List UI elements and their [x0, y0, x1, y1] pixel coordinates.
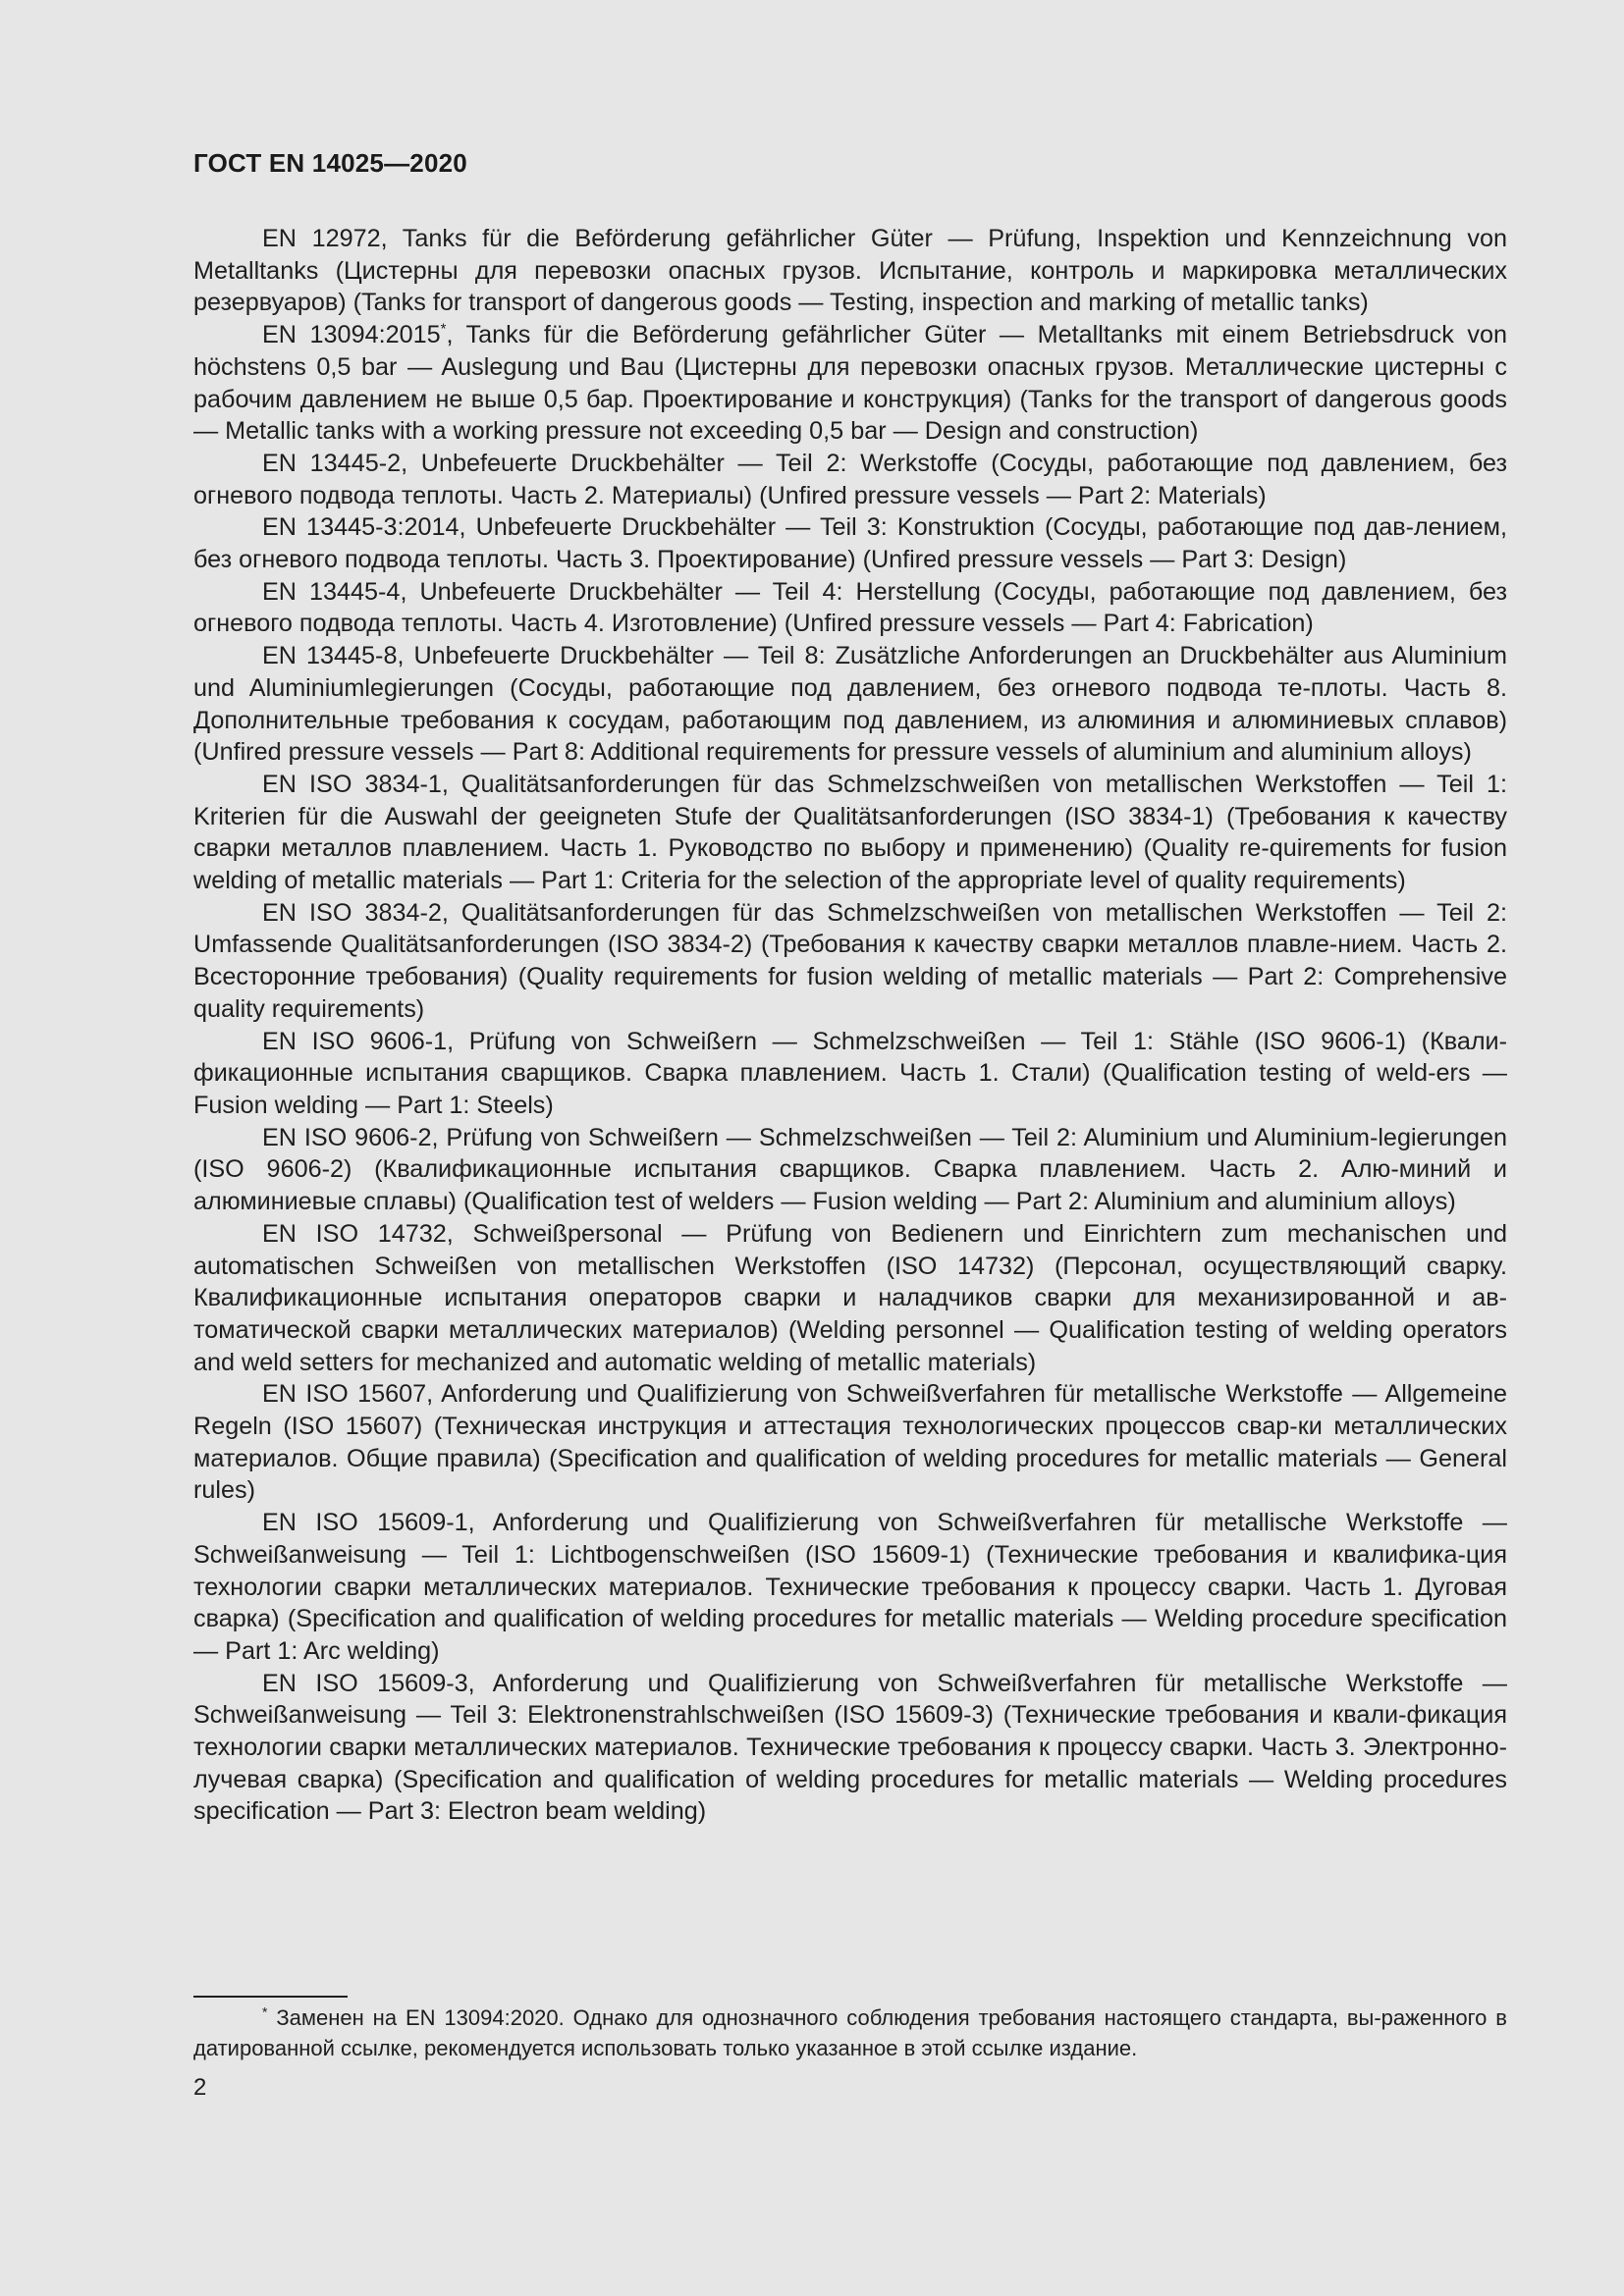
page-header: ГОСТ EN 14025—2020 — [193, 148, 467, 178]
reference-item — [193, 897, 1507, 1026]
reference-text: EN ISO 14732, Schweißpersonal — Prüfung von Bedienern und Einrichtern zum mechanischen und automatischen Schweißen von metallischen Werkstoffen (ISO 14732) (Персонал, осуществляющий сварку. Квалификационные испытания операторов сварки и наладчиков сварки для механизированной и ав-томатической сварки металлических материалов) (Welding personnel — Qualification testing of welding operators and weld setters for mechanized and automatic welding of metallic materials) — [193, 1219, 1507, 1376]
reference-text: EN ISO 3834-2, Qualitätsanforderungen für das Schmelzschweißen von metallischen Werkstoffen — Teil 2: Umfassende Qualitätsanforderungen (ISO 3834-2) (Требования к качеству сварки металлов плавле-нием. Часть 2. Всесторонние требования) (Quality requirements for fusion welding of metallic materials — Part 2: Comprehensive quality requirements) — [193, 898, 1507, 1023]
normative-references — [193, 223, 1507, 1828]
reference-text: EN 13445-8, Unbefeuerte Druckbehälter — Teil 8: Zusätzliche Anforderungen an Druckbehälter aus Aluminium und Aluminiumlegierungen (Сосуды, работающие под давлением, без огневого подвода те-плоты. Часть 8. Дополнительные требования к сосудам, работающим под давлением, из алюминия и алюминиевых сплавов) (Unfired pressure vessels — Part 8: Additional requirements for pressure vessels of aluminium and aluminium alloys) — [193, 642, 1507, 767]
reference-text: , Tanks für die Beförderung gefährlicher Güter — Metalltanks mit einem Betriebsdruck von höchstens 0,5 bar — Auslegung und Bau (Цистерны для перевозки опасных грузов. Металлические цистерны с рабочим давлением не выше 0,5 бар. Проектирование и конструкция) (Tanks for the transport of dangerous goods — Metallic tanks with a working pressure not exceeding 0,5 bar — Design and construction) — [193, 321, 1508, 446]
reference-text: EN 13445-2, Unbefeuerte Druckbehälter — Teil 2: Werkstoffe (Сосуды, работающие под давлением, без огневого подвода теплоты. Часть 2. Материалы) (Unfired pressure vessels — Part 2: Materials) — [193, 449, 1507, 509]
reference-item — [193, 448, 1507, 511]
reference-text: EN ISO 15607, Anforderung und Qualifizierung von Schweißverfahren für metallische Werkstoffe — Allgemeine Regeln (ISO 15607) (Техническая инструкция и аттестация технологических процессов свар-ки металлических материалов. Общие правила) (Specification and qualification of welding procedures for metallic materials — General rules) — [193, 1380, 1507, 1505]
reference-text: EN ISO 15609-1, Anforderung und Qualifizierung von Schweißverfahren für metallische Werkstoffe — Schweißanweisung — Teil 1: Lichtbogenschweißen (ISO 15609-1) (Технические требования и квалифика-ция технологии сварки металлических материалов. Технические требования к процессу сварки. Часть 1. Дуговая сварка) (Specification and qualification of welding procedures for metallic materials — Welding procedure specification — Part 1: Arc welding) — [193, 1509, 1507, 1665]
reference-item — [193, 1378, 1507, 1507]
reference-item — [193, 223, 1507, 319]
reference-item — [193, 1218, 1507, 1379]
reference-text: EN ISO 9606-1, Prüfung von Schweißern — Schmelzschweißen — Teil 1: Stähle (ISO 9606-1) (Квали-фикационные испытания сварщиков. Сварка плавлением. Часть 1. Стали) (Qualification testing of weld-ers — Fusion welding — Part 1: Steels) — [193, 1027, 1507, 1119]
reference-item — [193, 640, 1507, 769]
reference-text: EN ISO 15609-3, Anforderung und Qualifizierung von Schweißverfahren für metallische Werkstoffe — Schweißanweisung — Teil 3: Elektronenstrahlschweißen (ISO 15609-3) (Технические требования и квали-фикация технологии сварки металлических материалов. Технические требования к процессу сварки. Часть 3. Электронно-лучевая сварка) (Specification and qualification of welding procedures for metallic materials — Welding procedures specification — Part 3: Electron beam welding) — [193, 1669, 1507, 1826]
footnote-text: Заменен на EN 13094:2020. Однако для однозначного соблюдения требования настоящего стандарта, вы-раженного в датированной ссылке, рекомендуется использовать только указанное в этой ссылке издание. — [193, 2005, 1507, 2060]
reference-text: EN 13445-4, Unbefeuerte Druckbehälter — Teil 4: Herstellung (Сосуды, работающие под давлением, без огневого подвода теплоты. Часть 4. Изготовление) (Unfired pressure vessels — Part 4: Fabrication) — [193, 577, 1507, 638]
reference-text: EN 13445-3:2014, Unbefeuerte Druckbehälter — Teil 3: Konstruktion (Сосуды, работающие под дав-лением, без огневого подвода теплоты. Часть 3. Проектирование) (Unfired pressure vessels — Part 3: Design) — [193, 513, 1507, 574]
footnote-reference-mark[interactable]: * — [440, 320, 447, 338]
footnote — [193, 2002, 1507, 2063]
reference-item — [193, 1668, 1507, 1829]
footnote-divider — [193, 1996, 348, 1998]
reference-item — [193, 576, 1507, 640]
page-number: 2 — [193, 2074, 207, 2101]
reference-text: EN ISO 9606-2, Prüfung von Schweißern — Schmelzschweißen — Teil 2: Aluminium und Aluminium-legierungen (ISO 9606-2) (Квалификационные испытания сварщиков. Сварка плавлением. Часть 2. Алю-миний и алюминиевые сплавы) (Qualification test of welders — Fusion welding — Part 2: Aluminium and aluminium alloys) — [193, 1123, 1507, 1216]
reference-item — [193, 1507, 1507, 1668]
reference-item — [193, 511, 1507, 575]
reference-code: EN 13094:2015 — [262, 321, 441, 349]
footnote-mark: * — [262, 2003, 268, 2020]
reference-item — [193, 1122, 1507, 1218]
reference-text: EN 12972, Tanks für die Beförderung gefährlicher Güter — Prüfung, Inspektion und Kennzeichnung von Metalltanks (Цистерны для перевозки опасных грузов. Испытание, контроль и маркировка металлических резервуаров) (Tanks for transport of dangerous goods — Testing, inspection and marking of metallic tanks) — [193, 225, 1507, 317]
reference-text: EN ISO 3834-1, Qualitätsanforderungen für das Schmelzschweißen von metallischen Werkstoffen — Teil 1: Kriterien für die Auswahl der geeigneten Stufe der Qualitätsanforderungen (ISO 3834-1) (Требования к качеству сварки металлов плавлением. Часть 1. Руководство по выбору и применению) (Quality re-quirements for fusion welding of metallic materials — Part 1: Criteria for the selection of the appropriate level of quality requirements) — [193, 770, 1507, 895]
reference-item — [193, 769, 1507, 897]
reference-item — [193, 319, 1507, 448]
reference-item — [193, 1026, 1507, 1122]
